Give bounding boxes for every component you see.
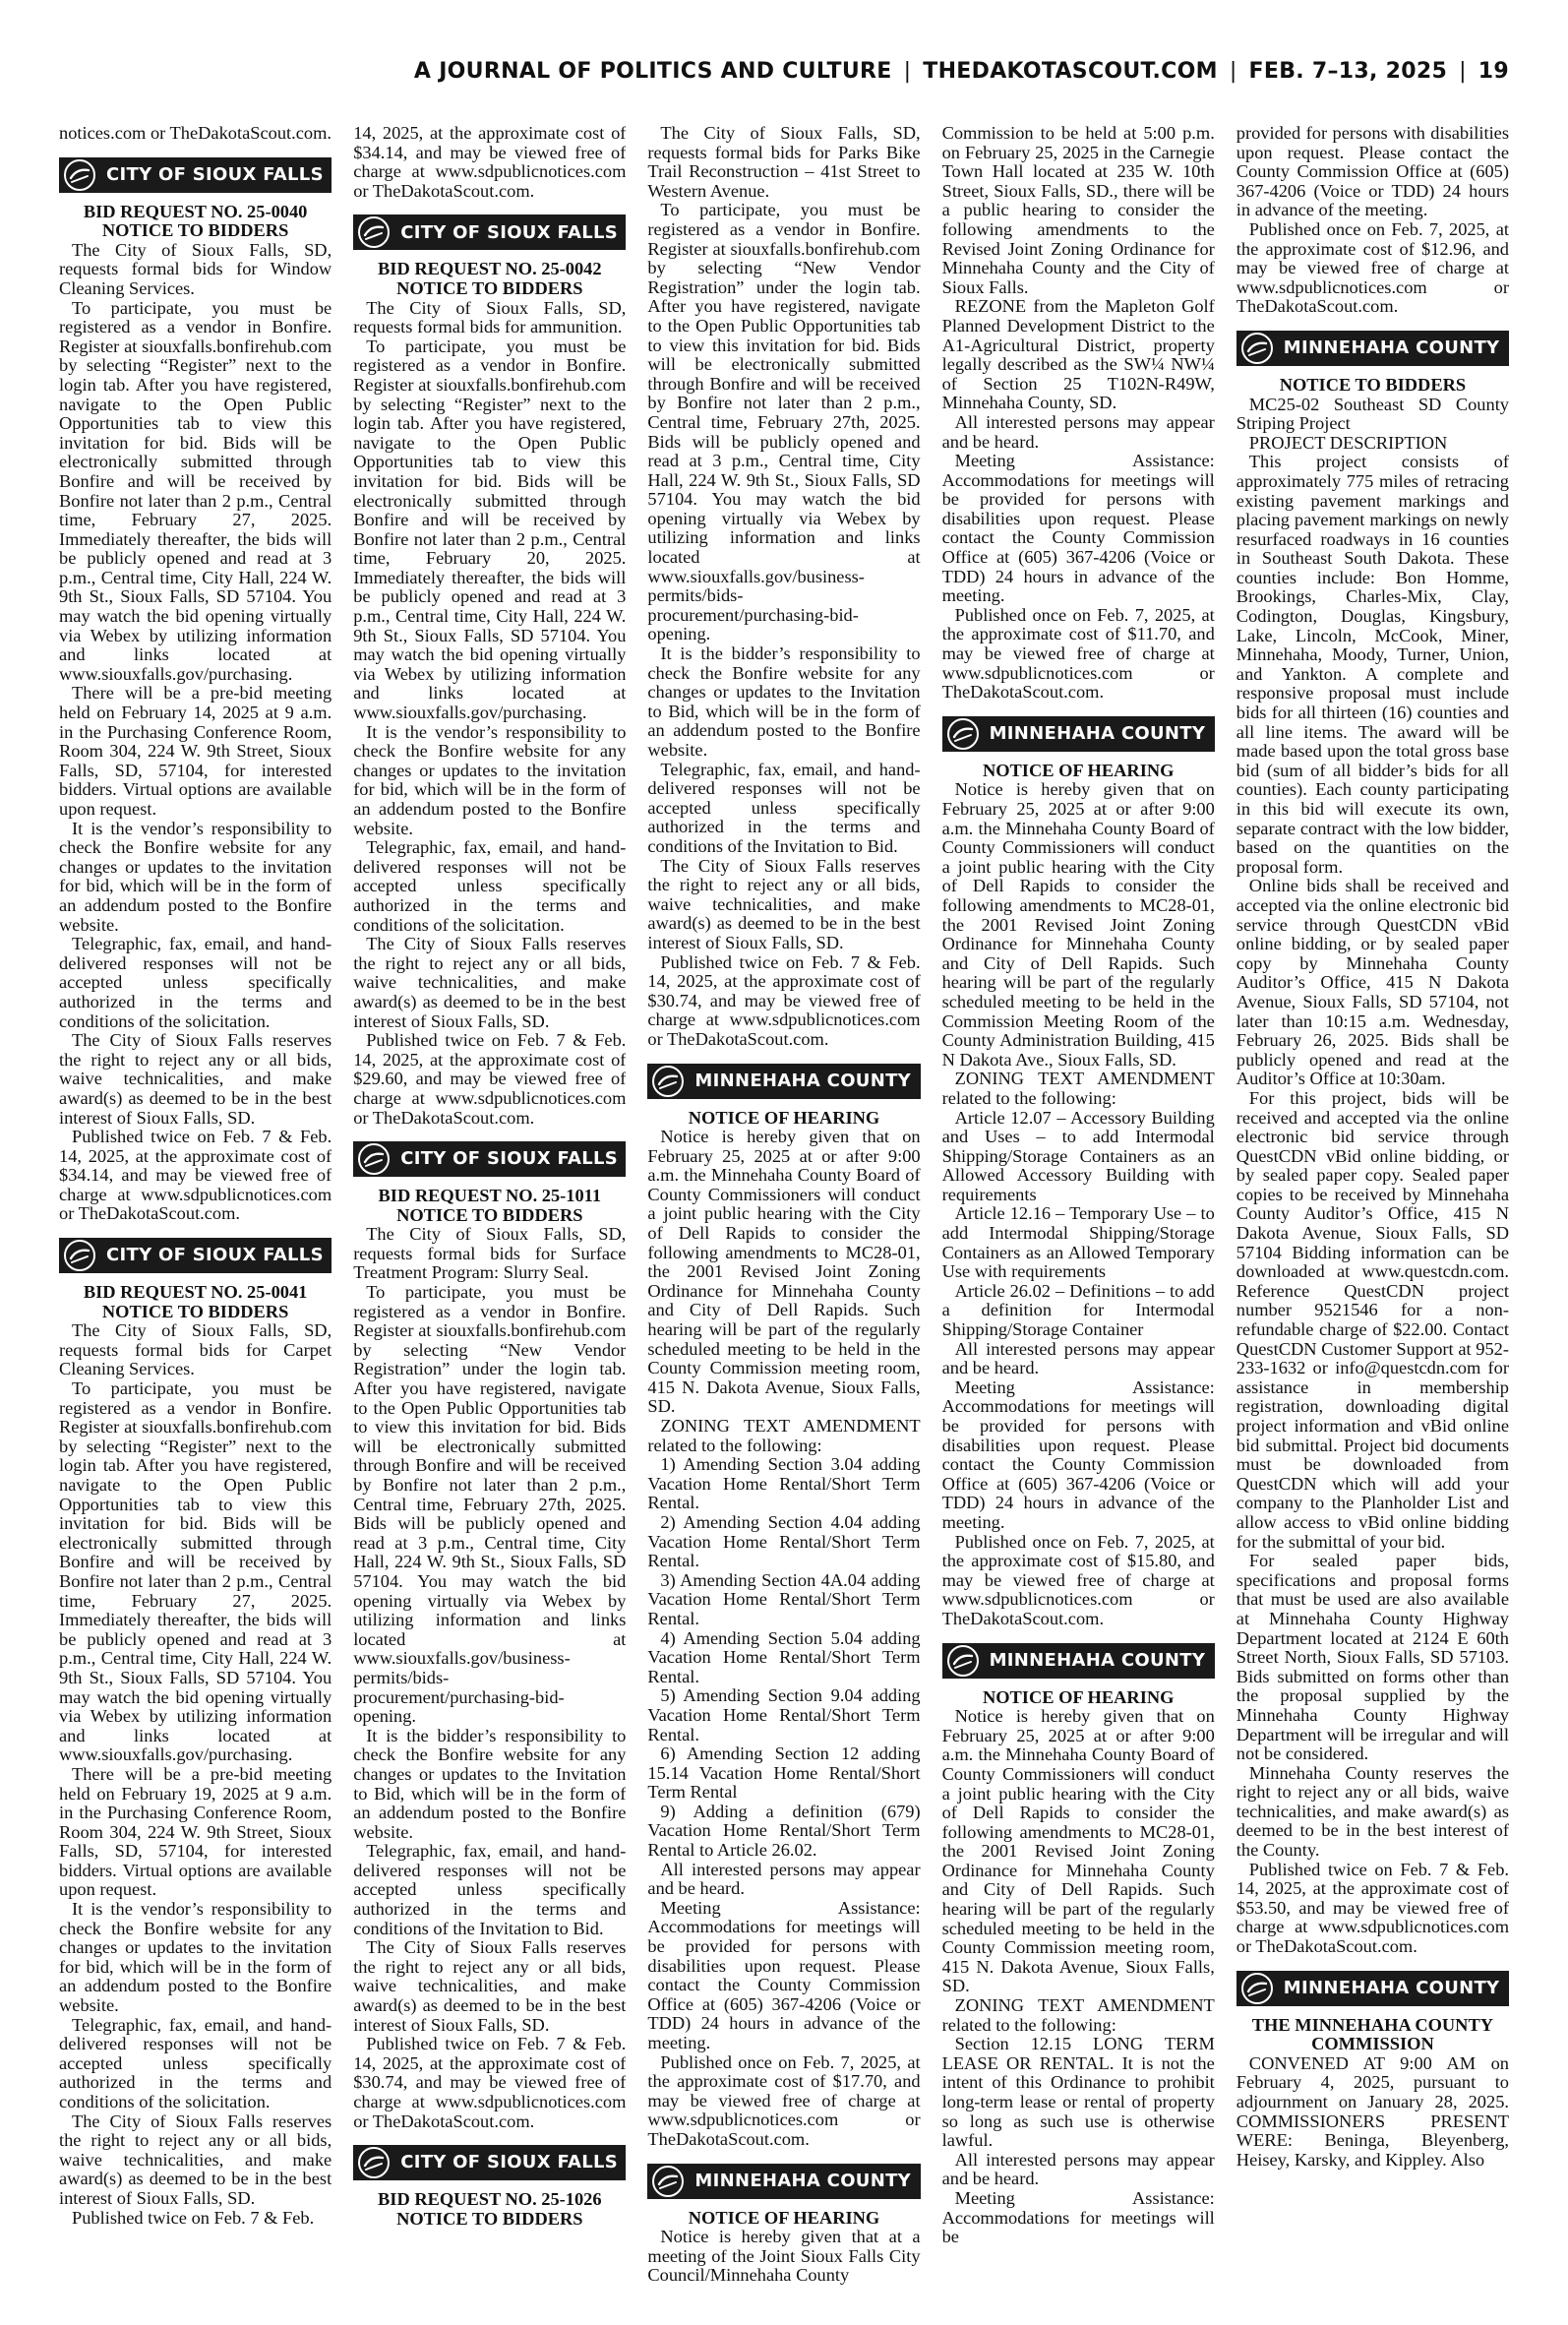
notice-paragraph: 9) Adding a definition (679) Vacation Home Rental/Short Term Rental to Article 26.02. (647, 1801, 921, 1861)
scout-logo-icon (651, 2165, 685, 2198)
notice-paragraph: Section 12.15 LONG TERM LEASE OR RENTAL. It is not the intent of this Ordinance to prohibit long-term lease or rental of property so long as such use is otherwise lawful. (941, 2034, 1215, 2151)
notice-paragraph: Notice is hereby given that on February 25, 2025 at or after 9:00 a.m. the Minnehaha County Board of County Commissioners will conduct a joint public hearing with the City of Dell Rapids to consider the following amendments to MC28-01, the 2001 Revised Joint Zoning Ordinance for Minnehaha County and City of Dell Rapids. Such hearing will be part of the regularly scheduled meeting to be held in the County Commission meeting room, 415 N. Dakota Avenue, Sioux Falls, SD. (647, 1127, 921, 1417)
notice-paragraph: The City of Sioux Falls, SD, requests formal bids for Surface Treatment Program: Slurry Seal. (353, 1224, 627, 1283)
notice-paragraph: Article 12.07 – Accessory Building and Uses – to add Intermodal Shipping/Storage Containers as an Allowed Accessory Building with requirements (941, 1107, 1215, 1204)
notice-paragraph: ZONING TEXT AMENDMENT related to the following: (941, 1069, 1215, 1108)
notice-paragraph: The City of Sioux Falls reserves the right to reject any or all bids, waive technicalities, and make award(s) as deemed to be in the best interest of Sioux Falls, SD. (353, 934, 627, 1031)
section-banner (1236, 331, 1509, 366)
notice-paragraph: The City of Sioux Falls reserves the right to reject any or all bids, waive technicalities, and make award(s) as deemed to be in the best interest of Sioux Falls, SD. (59, 2111, 332, 2208)
notice-paragraph: 4) Amending Section 5.04 adding Vacation Home Rental/Short Term Rental. (647, 1627, 921, 1686)
notice-paragraph: Online bids shall be received and accepted via the online electronic bid service through QuestCDN vBid online bidding, or by sealed paper copy by Minnehaha County Auditor’s Office, 415 N Dakota Avenue, Sioux Falls, SD 57104, not later than 10:15 a.m. Wednesday, February 26, 2025. Bids shall be publicly opened and read at the Auditor’s Office at 10:30am. (1236, 876, 1509, 1089)
notice-title: NOTICE TO BIDDERS (1279, 374, 1467, 395)
notice-paragraph: To participate, you must be registered as a vendor in Bonfire. Register at siouxfalls.bonfirehub.com by selecting “Register” next to the login tab. After you have registered, navigate to the Open Public Opportunities tab to view this invitation for bid. Bids will be electronically submitted through Bonfire and will be received by Bonfire not later than 2 p.m., Central time, February 27, 2025. Immediately thereafter, the bids will be publicly opened and read at 3 p.m., Central time, City Hall, 224 W. 9th St., Sioux Falls, SD 57104. You may watch the bid opening virtually via Webex by utilizing information and links located at www.siouxfalls.gov/purchasing. (59, 1378, 332, 1765)
notice-paragraph: Published twice on Feb. 7 & Feb. 14, 2025, at the approximate cost of $53.50, and may be viewed free of charge at www.sdpublicnotices.com or TheDakotaScout.com. (1236, 1859, 1509, 1957)
column-5 (1236, 124, 1509, 2310)
notice-paragraph: Notice is hereby given that on February 25, 2025 at or after 9:00 a.m. the Minnehaha County Board of County Commissioners will conduct a joint public hearing with the City of Dell Rapids to consider the following amendments to MC28-01, the 2001 Revised Joint Zoning Ordinance for Minnehaha County and City of Dell Rapids. Such hearing will be part of the regularly scheduled meeting to be held in the County Commission meeting room, 415 N. Dakota Avenue, Sioux Falls, SD. (941, 1706, 1215, 1996)
notice-paragraph: notices.com or TheDakotaScout.com. (59, 124, 332, 143)
notice-paragraph: ZONING TEXT AMENDMENT related to the following: (941, 1995, 1215, 2035)
notice-paragraph: Article 12.16 – Temporary Use – to add Intermodal Shipping/Storage Containers as an Allowed Temporary Use with requirements (941, 1203, 1215, 1282)
notice-paragraph: It is the vendor’s responsibility to check the Bonfire website for any changes or updates to the invitation for bid, which will be in the form of an addendum posted to the Bonfire website. (59, 818, 332, 935)
notice-paragraph: provided for persons with disabilities upon request. Please contact the County Commission Office at (605) 367-4206 (Voice or TDD) 24 hours in advance of the meeting. (1236, 124, 1509, 220)
notice-paragraph: Article 26.02 – Definitions – to add a definition for Intermodal Shipping/Storage Container (941, 1280, 1215, 1340)
notice-title: NOTICE TO BIDDERS (396, 277, 583, 298)
section-banner (647, 1064, 920, 1099)
notice-paragraph: Meeting Assistance: Accommodations for meetings will be provided for persons with disabilities upon request. Please contact the County Commission Office at (605) 367-4206 (Voice or TDD) 24 hours in advance of the meeting. (941, 451, 1215, 606)
scout-logo-icon (63, 158, 96, 192)
notice-paragraph: Published once on Feb. 7, 2025, at the approximate cost of $12.96, and may be viewed free of charge at www.sdpublicnotices.com or TheDakotaScout.com. (1236, 218, 1509, 317)
notice-paragraph: The City of Sioux Falls reserves the right to reject any or all bids, waive technicalities, and make award(s) as deemed to be in the best interest of Sioux Falls, SD. (353, 1937, 627, 2035)
notice-paragraph: The City of Sioux Falls reserves the right to reject any or all bids, waive technicalities, and make award(s) as deemed to be in the best interest of Sioux Falls, SD. (647, 855, 921, 952)
notice-paragraph: To participate, you must be registered as a vendor in Bonfire. Register at siouxfalls.bonfirehub.com by selecting “New Vendor Registration” under the login tab. After you have registered, navigate to the Open Public Opportunities tab to view this invitation for bid. Bids will be electronically submitted through Bonfire and will be received by Bonfire not later than 2 p.m., Central time, February 27th, 2025. Bids will be publicly opened and read at 3 p.m., Central time, City Hall, 224 W. 9th St., Sioux Falls, SD 57104. You may watch the bid opening virtually via Webex by utilizing information and links located at www.siouxfalls.gov/business-permits/bids-procurement/purchasing-bid-opening. (647, 200, 921, 644)
notice-title: BID REQUEST NO. 25-1026 (378, 2189, 602, 2210)
notice-paragraph: REZONE from the Mapleton Golf Planned Development District to the A1-Agricultural District, property legally described as the SW¼ NW¼ of Section 25 T102N-R49W, Minnehaha County, SD. (941, 296, 1215, 413)
notice-paragraph: For sealed paper bids, specifications and proposal forms that must be used are also available at Minnehaha County Highway Department located at 2124 E 60th Street North, Sioux Falls, SD 57103. Bids submitted on forms other than the proposal supplied by the Minnehaha County Highway Department will be irregular and will not be considered. (1236, 1551, 1509, 1764)
section-banner (647, 2164, 920, 2199)
notice-paragraph: This project consists of approximately 775 miles of retracing existing pavement markings and placing pavement markings on newly resurfaced roadways in 16 counties in Southeast South Dakota. These counties include: Bon Homme, Brookings, Charles-Mix, Clay, Codington, Douglas, Kingsbury, Lake, Lincoln, McCook, Miner, Minnehaha, Moody, Turner, Union, and Yankton. A complete and responsive proposal must include bids for all thirteen (16) counties and all line items. The award will be made based upon the total gross base bid (sum of all bidder’s bids for all counties). Each county participating in this bid will execute its own, separate contract with the low bidder, based on the quantities on the proposal form. (1236, 452, 1509, 877)
section-banner-label: CITY OF SIOUX FALLS (106, 163, 324, 185)
notice-paragraph: Commission to be held at 5:00 p.m. on February 25, 2025 in the Carnegie Town Hall located at 235 W. 10th Street, Sioux Falls, SD., there will be a public hearing to consider the following amendments to the Revised Joint Zoning Ordinance for Minnehaha County and the City of Sioux Falls. (941, 124, 1215, 297)
scout-logo-icon (357, 2146, 391, 2179)
issue-date: FEB. 7–13, 2025 (1248, 58, 1448, 84)
scout-logo-icon (946, 717, 980, 751)
section-banner-label: MINNEHAHA COUNTY (1283, 1977, 1500, 1998)
section-banner (353, 2145, 626, 2180)
notice-paragraph: Published twice on Feb. 7 & Feb. 14, 2025, at the approximate cost of $30.74, and may be viewed free of charge at www.sdpublicnotices.com or TheDakotaScout.com. (353, 2034, 627, 2131)
notice-paragraph: PROJECT DESCRIPTION (1248, 432, 1448, 453)
notice-paragraph: To participate, you must be registered as a vendor in Bonfire. Register at siouxfalls.bonfirehub.com by selecting “Register” next to the login tab. After you have registered, navigate to the Open Public Opportunities tab to view this invitation for bid. Bids will be electronically submitted through Bonfire and will be received by Bonfire not later than 2 p.m., Central time, February 20, 2025. Immediately thereafter, the bids will be publicly opened and read at 3 p.m., Central time, City Hall, 224 W. 9th St., Sioux Falls, SD 57104. You may watch the bid opening virtually via Webex by utilizing information and links located at www.siouxfalls.gov/purchasing. (353, 336, 627, 723)
column-1 (59, 124, 332, 2310)
notice-paragraph: The City of Sioux Falls, SD, requests formal bids for Window Cleaning Services. (59, 239, 332, 298)
notice-paragraph: It is the vendor’s responsibility to check the Bonfire website for any changes or updates to the invitation for bid, which will be in the form of an addendum posted to the Bonfire website. (353, 721, 627, 838)
scout-logo-icon (946, 1644, 980, 1678)
header-divider: | (903, 58, 912, 84)
header-divider: | (1229, 58, 1237, 84)
header-divider: | (1459, 58, 1467, 84)
scout-logo-icon (1240, 332, 1274, 365)
section-banner-label: CITY OF SIOUX FALLS (106, 1245, 324, 1266)
notice-paragraph: Meeting Assistance: Accommodations for meetings will be (941, 2187, 1215, 2247)
scout-logo-icon (357, 1142, 391, 1176)
notice-paragraph: Published twice on Feb. 7 & Feb. 14, 2025, at the approximate cost of $29.60, and may be viewed free of charge at www.sdpublicnotices.com or TheDakotaScout.com. (353, 1030, 627, 1128)
notice-title: NOTICE TO BIDDERS (396, 1204, 583, 1225)
notice-title: NOTICE TO BIDDERS (101, 1301, 289, 1321)
notice-paragraph: The City of Sioux Falls, SD, requests formal bids for Parks Bike Trail Reconstruction – 41st Street to Western Avenue. (647, 124, 921, 201)
notice-paragraph: 2) Amending Section 4.04 adding Vacation Home Rental/Short Term Rental. (647, 1511, 921, 1571)
notice-paragraph: 3) Amending Section 4A.04 adding Vacation Home Rental/Short Term Rental. (647, 1569, 921, 1628)
notice-paragraph: The City of Sioux Falls, SD, requests formal bids for ammunition. (353, 297, 627, 337)
notice-title: NOTICE OF HEARING (982, 1686, 1175, 1707)
notice-paragraph: 14, 2025, at the approximate cost of $34.14, and may be viewed free of charge at www.sdpublicnotices.com or TheDakotaScout.com. (353, 124, 627, 201)
section-banner-label: CITY OF SIOUX FALLS (400, 2152, 619, 2173)
notice-paragraph: Meeting Assistance: Accommodations for meetings will be provided for persons with disabilities upon request. Please contact the County Commission Office at (605) 367-4206 (Voice or TDD) 24 hours in advance of the meeting. (941, 1377, 1215, 1532)
notice-paragraph: Published twice on Feb. 7 & Feb. (72, 2207, 315, 2228)
notice-paragraph: Published twice on Feb. 7 & Feb. 14, 2025, at the approximate cost of $30.74, and may be viewed free of charge at www.sdpublicnotices.com or TheDakotaScout.com. (647, 951, 921, 1049)
notice-paragraph: It is the bidder’s responsibility to check the Bonfire website for any changes or updates to the Invitation to Bid, which will be in the form of an addendum posted to the Bonfire website. (647, 643, 921, 760)
section-banner-label: MINNEHAHA COUNTY (989, 1649, 1206, 1671)
notice-title: NOTICE OF HEARING (688, 1107, 880, 1128)
notice-paragraph: Telegraphic, fax, email, and hand-delivered responses will not be accepted unless specifically authorized in the terms and conditions of the Invitation to Bid. (353, 1841, 627, 1938)
notice-paragraph: Published once on Feb. 7, 2025, at the approximate cost of $15.80, and may be viewed free of charge at www.sdpublicnotices.com or TheDakotaScout.com. (941, 1531, 1215, 1628)
scout-logo-icon (357, 215, 391, 249)
notice-paragraph: All interested persons may appear and be heard. (941, 2149, 1215, 2189)
notice-paragraph: Notice is hereby given that on February 25, 2025 at or after 9:00 a.m. the Minnehaha County Board of County Commissioners will conduct a joint public hearing with the City of Dell Rapids to consider the following amendments to MC28-01, the 2001 Revised Joint Zoning Ordinance for Minnehaha County and City of Dell Rapids. Such hearing will be part of the regularly scheduled meeting to be held in the Commission Meeting Room of the County Administration Building, 415 N Dakota Ave., Sioux Falls, SD. (941, 779, 1215, 1070)
notice-title: BID REQUEST NO. 25-1011 (378, 1186, 602, 1206)
notice-paragraph: There will be a pre-bid meeting held on February 14, 2025 at 9 a.m. in the Purchasing Conference Room, Room 304, 224 W. 9th Street, Sioux Falls, SD, 57104, for interested bidders. Virtual options are available upon request. (59, 683, 332, 819)
notice-paragraph: All interested persons may appear and be heard. (941, 411, 1215, 452)
notice-paragraph: It is the vendor’s responsibility to check the Bonfire website for any changes or updates to the invitation for bid, which will be in the form of an addendum posted to the Bonfire website. (59, 1899, 332, 2016)
scout-logo-icon (651, 1065, 685, 1098)
notice-paragraph: For this project, bids will be received and accepted via the online electronic bid service through QuestCDN vBid online bidding, or by sealed paper copy. Sealed paper copies to be received by Minnehaha County Auditor’s Office, 415 N Dakota Avenue, Sioux Falls, SD 57104 Bidding information can be downloaded at www.questcdn.com. Reference QuestCDN project number 9521546 for a non-refundable charge of $22.00. Contact QuestCDN Customer Support at 952-233-1632 or info@questcdn.com for assistance in membership registration, downloading digital project information and vBid online bid submittal. Project bid documents must be downloaded from QuestCDN which will add your company to the Planholder List and allow access to vBid online bidding for the submittal of your bid. (1236, 1087, 1509, 1552)
notice-paragraph: The City of Sioux Falls reserves the right to reject any or all bids, waive technicalities, and make award(s) as deemed to be in the best interest of Sioux Falls, SD. (59, 1030, 332, 1128)
site-name: THEDAKOTASCOUT.COM (923, 58, 1218, 84)
scout-logo-icon (63, 1239, 96, 1272)
notice-paragraph: Published once on Feb. 7, 2025, at the approximate cost of $11.70, and may be viewed free of charge at www.sdpublicnotices.com or TheDakotaScout.com. (941, 604, 1215, 703)
section-banner (59, 157, 332, 193)
notice-title: NOTICE TO BIDDERS (396, 2208, 583, 2229)
notice-title: BID REQUEST NO. 25-0040 (83, 201, 308, 221)
journal-tagline: A JOURNAL OF POLITICS AND CULTURE (413, 58, 892, 84)
section-banner-label: MINNEHAHA COUNTY (1283, 337, 1500, 359)
section-banner-label: MINNEHAHA COUNTY (694, 2170, 911, 2191)
notice-title: NOTICE TO BIDDERS (101, 220, 289, 241)
column-2 (353, 124, 626, 2310)
section-banner-label: CITY OF SIOUX FALLS (400, 1148, 619, 1170)
notice-paragraph: Published twice on Feb. 7 & Feb. 14, 2025, at the approximate cost of $34.14, and may be viewed free of charge at www.sdpublicnotices.com or TheDakotaScout.com. (59, 1127, 332, 1224)
notice-title: BID REQUEST NO. 25-0041 (83, 1282, 308, 1303)
notice-title: NOTICE OF HEARING (688, 2207, 880, 2228)
section-banner (942, 1643, 1215, 1679)
section-banner (353, 214, 626, 250)
notice-paragraph: CONVENED AT 9:00 AM on February 4, 2025, pursuant to adjournment on January 28, 2025. COMMISSIONERS PRESENT WERE: Beninga, Bleyenberg, Heisey, Karsky, and Kippley. Also (1236, 2052, 1509, 2170)
section-banner-label: MINNEHAHA COUNTY (989, 723, 1206, 745)
notice-paragraph: The City of Sioux Falls, SD, requests formal bids for Carpet Cleaning Services. (59, 1320, 332, 1379)
notice-paragraph: To participate, you must be registered as a vendor in Bonfire. Register at siouxfalls.bonfirehub.com by selecting “New Vendor Registration” under the login tab. After you have registered, navigate to the Open Public Opportunities tab to view this invitation for bid. Bids will be electronically submitted through Bonfire and will be received by Bonfire not later than 2 p.m., Central time, February 27th, 2025. Bids will be publicly opened and read at 3 p.m., Central time, City Hall, 224 W. 9th St., Sioux Falls, SD 57104. You may watch the bid opening virtually via Webex by utilizing information and links located at www.siouxfalls.gov/business-permits/bids-procurement/purchasing-bid-opening. (353, 1282, 627, 1727)
notice-paragraph: There will be a pre-bid meeting held on February 19, 2025 at 9 a.m. in the Purchasing Conference Room, Room 304, 224 W. 9th Street, Sioux Falls, SD, 57104, for interested bidders. Virtual options are available upon request. (59, 1763, 332, 1900)
section-banner-label: CITY OF SIOUX FALLS (400, 221, 619, 243)
legal-notices-columns (59, 124, 1509, 2310)
notice-paragraph: Telegraphic, fax, email, and hand-delivered responses will not be accepted unless specifically authorized in the terms and conditions of the solicitation. (59, 2014, 332, 2111)
notice-paragraph: Telegraphic, fax, email, and hand-delivered responses will not be accepted unless specifically authorized in the terms and conditions of the Invitation to Bid. (647, 759, 921, 856)
notice-paragraph: MC25-02 Southeast SD County Striping Project (1236, 394, 1509, 434)
notice-paragraph: Telegraphic, fax, email, and hand-delivered responses will not be accepted unless specifically authorized in the terms and conditions of the solicitation. (353, 837, 627, 935)
notice-paragraph: All interested persons may appear and be heard. (647, 1859, 921, 1899)
notice-paragraph: All interested persons may appear and be heard. (941, 1338, 1215, 1378)
notice-paragraph: Published once on Feb. 7, 2025, at the approximate cost of $17.70, and may be viewed free of charge at www.sdpublicnotices.com or TheDakotaScout.com. (647, 2051, 921, 2149)
column-4 (942, 124, 1215, 2310)
notice-paragraph: To participate, you must be registered as a vendor in Bonfire. Register at siouxfalls.bonfirehub.com by selecting “Register” next to the login tab. After you have registered, navigate to the Open Public Opportunities tab to view this invitation for bid. Bids will be electronically submitted through Bonfire and will be received by Bonfire not later than 2 p.m., Central time, February 27, 2025. Immediately thereafter, the bids will be publicly opened and read at 3 p.m., Central time, City Hall, 224 W. 9th St., Sioux Falls, SD 57104. You may watch the bid opening virtually via Webex by utilizing information and links located at www.siouxfalls.gov/purchasing. (59, 297, 332, 684)
notice-paragraph: Meeting Assistance: Accommodations for meetings will be provided for persons with disabilities upon request. Please contact the County Commission Office at (605) 367-4206 (Voice or TDD) 24 hours in advance of the meeting. (647, 1897, 921, 2052)
notice-paragraph: 1) Amending Section 3.04 adding Vacation Home Rental/Short Term Rental. (647, 1454, 921, 1513)
section-banner (1236, 1971, 1509, 2006)
notice-paragraph: Notice is hereby given that at a meeting of the Joint Sioux Falls City Council/Minnehaha County (647, 2227, 921, 2286)
notice-title: NOTICE OF HEARING (982, 760, 1175, 780)
page-number: 19 (1478, 58, 1509, 84)
notice-paragraph: It is the bidder’s responsibility to check the Bonfire website for any changes or updates to the Invitation to Bid, which will be in the form of an addendum posted to the Bonfire website. (353, 1725, 627, 1842)
section-banner-label: MINNEHAHA COUNTY (694, 1070, 911, 1091)
section-banner (353, 1141, 626, 1177)
section-banner (59, 1238, 332, 1273)
page-header (59, 53, 1509, 89)
notice-paragraph: ZONING TEXT AMENDMENT related to the following: (647, 1416, 921, 1455)
notice-paragraph: 6) Amending Section 12 adding 15.14 Vacation Home Rental/Short Term Rental (647, 1744, 921, 1803)
notice-paragraph: Minnehaha County reserves the right to reject any or all bids, waive technicalities, and make award(s) as deemed to be in the best interest of the County. (1236, 1762, 1509, 1861)
scout-logo-icon (1240, 1972, 1274, 2005)
notice-title: BID REQUEST NO. 25-0042 (378, 259, 602, 279)
notice-title: THE MINNEHAHA COUNTY COMMISSION (1251, 2014, 1494, 2054)
section-banner (942, 716, 1215, 752)
notice-paragraph: Telegraphic, fax, email, and hand-delivered responses will not be accepted unless specifically authorized in the terms and conditions of the solicitation. (59, 934, 332, 1031)
column-3 (647, 124, 920, 2310)
notice-paragraph: 5) Amending Section 9.04 adding Vacation Home Rental/Short Term Rental. (647, 1685, 921, 1744)
